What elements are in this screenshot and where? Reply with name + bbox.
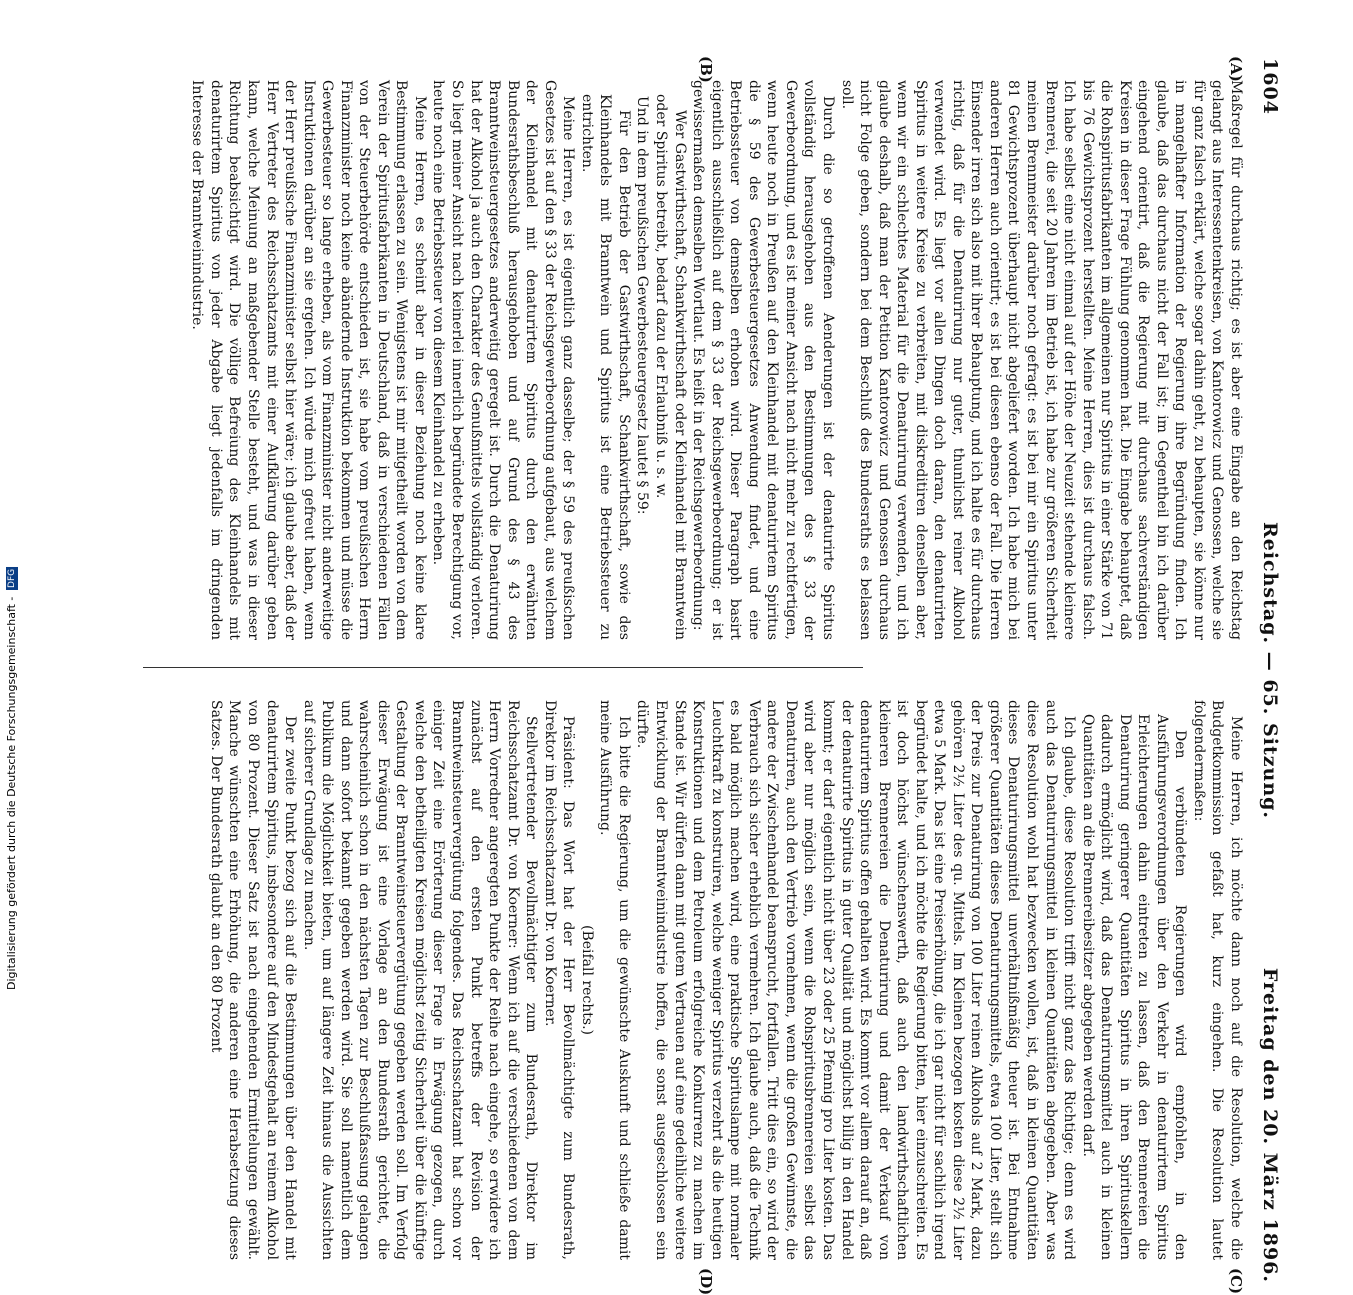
quotation: Wer Gastwirthschaft, Schankwirthschaft oder Kleinhandel mit Branntwein oder Spiritus betreibt, bedarf dazu der Erlaubniß u. s. w. bbox=[653, 94, 688, 640]
dfg-logo-icon: DFG bbox=[7, 569, 17, 589]
paragraph: Durch die so getroffenen Aenderungen ist der denaturirte Spiritus vollständig herausgehoben aus den Bestimmungen des § 33 der Gewerbeordnung, und es ist meiner Ansicht nach nicht mehr zu rechtfertigen, wenn heute noch in Preußen auf den Kleinhandel mit denaturirtem Spiritus die § 59 des Gewerbesteuergesetzes Anwendung findet, und eine Betriebssteuer von demselben erhoben wird. Dieser Paragraph basirt eigentlich ausschließlich auf dem § 33 der Reichsgewerbeordnung; er ist gewissermaßen demselben Wortlaut. Es heißt in der Reichsgewerbeordnung: bbox=[690, 80, 836, 640]
paragraph: Der zweite Punkt bezog sich auf die Bestimmungen über den Handel mit denaturirtem Spiritus, insbesondere auf den Mindestgehalt an reinem Alkohol von 80 Prozent. Dieser Satz ist nach eingehenden Ermittelungen gewählt. Manche wünschten eine Erhöhung, die anderen eine Herabsetzung dieses Satzes. Der Bundesrath glaubt an den 80 Prozent bbox=[207, 700, 299, 1260]
paragraph: Ich glaube, diese Resolution trifft nicht ganz das Richtige; denn es wird auch das Denaturirungsmittel in kleinen Quantitäten abgegeben. Aber was diese Resolution wohl hat bezwecken wollen, ist, daß in kleinen Quantitäten dieses Denaturirungsmittel unverhältnißmäßig theuer ist. Bei Entnahme größerer Quantitäten dieses Denaturirungsmittels, etwa 100 Liter, stellt sich der Preis zur Denaturirung von 100 Liter reinen Alkohols auf 2 Mark, dazu gehören 2½ Liter des qu. Mittels. Im Kleinen bezogen kosten diese 2½ Liter etwa 5 Mark. Das ist eine Preiserhöhung, die ich gar nicht für sachlich irgend begründet halte, und ich möchte die Regierung bitten, hier einzuschreiten. Es ist doch höchst wünschenswerth, daß auch den landwirthschaftlichen kleineren Brennereien die Denaturirung und damit der Verkauf von denaturirtem Spiritus offen gehalten wird. Es kommt vor allem darauf an, daß der denaturirte Spiritus in guter Qualität und möglichst billig in den Handel kommt; er darf eigentlich nicht über 23 oder 25 Pfennig pro Liter kosten. Das wird aber nur möglich sein, wenn die Rohspiritusbrennereien selbst das Denaturiren, auch den Vertrieb vornehmen, wenn die großen Gewinnste, die andere der Zwischenhandel beansprucht, fortfallen. Tritt dies ein, so wird der Verbrauch sich sicher erheblich vermehren. Ich glaube auch, daß die Technik es bald möglich machen wird, eine praktische Spirituslampe mit normaler Leuchtkraft zu konstruiren, welche weniger Spiritus verzehrt als die heutigen Konstruktionen und dem Petroleum erfolgreiche Konkurrenz zu machen im Stande ist. Wir dürfen dann mit gutem Vertrauen auf eine gedeihliche weitere Entwicklung der Branntweinindustrie hoffen, die sonst ausgeschlossen sein dürfte. bbox=[634, 700, 1078, 1260]
margin-mark-b: (B) bbox=[697, 56, 715, 83]
session-date: Freitag den 20. März 1896. bbox=[1259, 967, 1281, 1283]
paragraph: Ich bitte die Regierung, um die gewünschte Auskunft und schließe damit meine Ausführung. bbox=[597, 700, 632, 1260]
paragraph: Meine Herren, es scheint aber in dieser Beziehung noch keine klare Bestimmung erlassen zu sein. Wenigstens ist mir mitgetheilt worden von dem Verein der Spiritusfabrikanten in Deutschland, daß in verschiedenen Fällen von der Steuerbehörde entschieden ist, sie habe vom preußischen Herrn Finanzminister noch keine abändernde Instruktion bekommen und müsse die Gewerbesteuer so lange erheben, als vom Finanzminister nicht anderweitige Instruktionen darüber an sie ergehen. Ich würde mich gefreut haben, wenn der Herr preußische Finanzminister selbst hier wäre; ich glaube aber, daß der Herr Vertreter des Reichsschatzamts mit einer Aufklärung darüber geben kann, welche Meinung an maßgebender Stelle besteht, und was in dieser Richtung beabsichtigt wird. Die völlige Befreiung des Kleinhandels mit denaturirtem Spiritus von jeder Abgabe liegt jedenfalls im dringenden Interesse der Branntweinindustrie. bbox=[189, 80, 428, 640]
resolution-quote: Den verbündeten Regierungen wird empfohlen, in den Ausführungsverordnungen über den Verkehr in denaturirtem Spiritus Erleichterungen dahin eintreten zu lassen, daß den Brennereien die Denaturirung geringerer Quantitäten Spiritus in ihren Spirituskellern dadurch ermöglicht wird, daß das Denaturirungsmittel auch in kleinen Quantitäten an die Brennereibesitzer abgegeben werden darf. bbox=[1079, 714, 1189, 1260]
margin-mark-d: (D) bbox=[697, 1268, 715, 1295]
paragraph: Und in dem preußischen Gewerbesteuergesetz lautet § 59: bbox=[634, 96, 651, 515]
left-column bbox=[189, 80, 1245, 640]
page-number: 1604 bbox=[1259, 58, 1281, 115]
speaker-paragraph: Stellvertretender Bevollmächtigter zum Bundesrath, Direktor im Reichsschatzamt Dr. von Koerner: Wenn ich auf die verschiedenen von dem Herrn Vorredner angeregten Punkte der Reihe nach eingehe, so erwidere ich zunächst auf den ersten Punkt betreffs der Revision der Branntweinsteuervergütung folgendes. Das Reichsschatzamt hat schon vor einiger Zeit eine Erörterung dieser Frage in Erwägung gezogen, durch welche den betheiligten Kreisen möglichst zeitig Sicherheit über die künftige Gestaltung der Branntweinsteuervergütung gegeben werden soll. Im Verfolg dieser Erwägung ist eine Vorlage an den Bundesrath gerichtet, die wahrscheinlich schon in den nächsten Tagen zur Beschlußfassung gelangen und dann sofort bekannt gegeben werden wird. Sie soll namentlich dem Publikum die Möglichkeit bieten, um auf längere Zeit hinaus die Aussichten auf sicherer Grundlage zu machen. bbox=[300, 700, 540, 1260]
column-divider bbox=[143, 667, 863, 668]
margin-mark-a: (A) bbox=[1227, 56, 1245, 82]
session-title: Reichstag. — 65. Sitzung. bbox=[1259, 521, 1281, 820]
credit-text: Digitalisierung gefördert durch die Deutsche Forschungsgemeinschaft - bbox=[5, 596, 18, 990]
margin-mark-c: (C) bbox=[1227, 1268, 1245, 1295]
paragraph: Maßregel für durchaus richtig; es ist aber eine Eingabe an den Reichstag gelangt aus Interessentenkreisen, von Kantorowicz und Genossen, welche sie für ganz falsch erklärt, welche sogar dahin geht, zu behaupten, sie könne nur in mangelhafter Information der Regierung ihre Begründung finden. Ich glaube, daß das durchaus nicht der Fall ist; im Gegentheil bin ich darüber eingehend orientirt, daß die Regierung mit durchaus sachverständigen Kreisen in dieser Frage Fühlung genommen hat. Die Eingabe behauptet, daß die Rohspiritusfabrikanten im allgemeinen nur Spiritus in einer Stärke von 71 bis 76 Gewichtsprozent herstellten. Meine Herren, dies ist durchaus falsch. Ich habe selbst eine nicht einmal auf der Höhe der Neuzeit stehende kleinere Brennerei, die seit 20 Jahren im Betrieb ist, ich habe zur größeren Sicherheit meinen Brennmeister darüber noch gefragt: es ist bei mir ein Spiritus unter 81 Gewichtsprozent überhaupt nicht abgeliefert worden. Ich habe mich bei anderen Herren auch orientirt; es ist bei diesen ebenso der Fall. Die Herren Einsender irren sich also mit ihrer Behauptung, und ich halte es für durchaus richtig, daß für die Denaturirung nur guter, thunlichst reiner Alkohol verwendet wird. Es liegt vor allen Dingen doch daran, den denaturirten Spiritus in weitere Kreise zu verbreiten, mit diskreditiren denselben aber, wenn wir ein schlechtes Material für die Denaturirung verwenden, und ich glaube deshalb, daß man der Petition Kantorowicz und Genossen durchaus nicht Folge geben, sondern bei dem Beschluß des Bundesraths es belassen soll. bbox=[838, 80, 1244, 640]
quotation: Für den Betrieb der Gastwirthschaft, Schankwirthschaft, sowie des Kleinhandels mit Branntwein und Spiritus ist eine Betriebssteuer zu entrichten. bbox=[578, 94, 632, 640]
digitization-credit bbox=[5, 567, 18, 990]
paragraph: Meine Herren, ich möchte dann noch auf die Resolution, welche die Budgetkommission gefaßt hat, kurz eingehen. Die Resolution lautet folgendermaßen: bbox=[1190, 700, 1244, 1260]
applause-note: (Beifall rechts.) bbox=[578, 924, 595, 1035]
speaker-paragraph: Präsident: Das Wort hat der Herr Bevollmächtigte zum Bundesrath, Direktor im Reichsschatzamt Dr. von Koerner. bbox=[541, 700, 577, 1260]
page-header bbox=[1253, 58, 1285, 1283]
paragraph: Meine Herren, es ist eigentlich ganz dasselbe; der § 59 des preußischen Gesetzes ist auf den § 33 der Reichsgewerbeordnung aufgebaut, aus welchem der Kleinhandel mit denaturirtem Spiritus durch den erwähnten Bundesrathsbeschluß herausgehoben und auf Grund des § 43 des Branntweinsteuergesetzes anderweitig geregelt ist. Durch die Denaturirung hat der Alkohol ja auch den Charakter des Genußmittels vollständig verloren. So liegt meiner Ansicht nach keinerlei innerlich begründete Berechtigung vor, heute noch eine Betriebssteuer von diesem Kleinhandel zu erheben. bbox=[430, 80, 577, 640]
right-column bbox=[207, 700, 1245, 1260]
